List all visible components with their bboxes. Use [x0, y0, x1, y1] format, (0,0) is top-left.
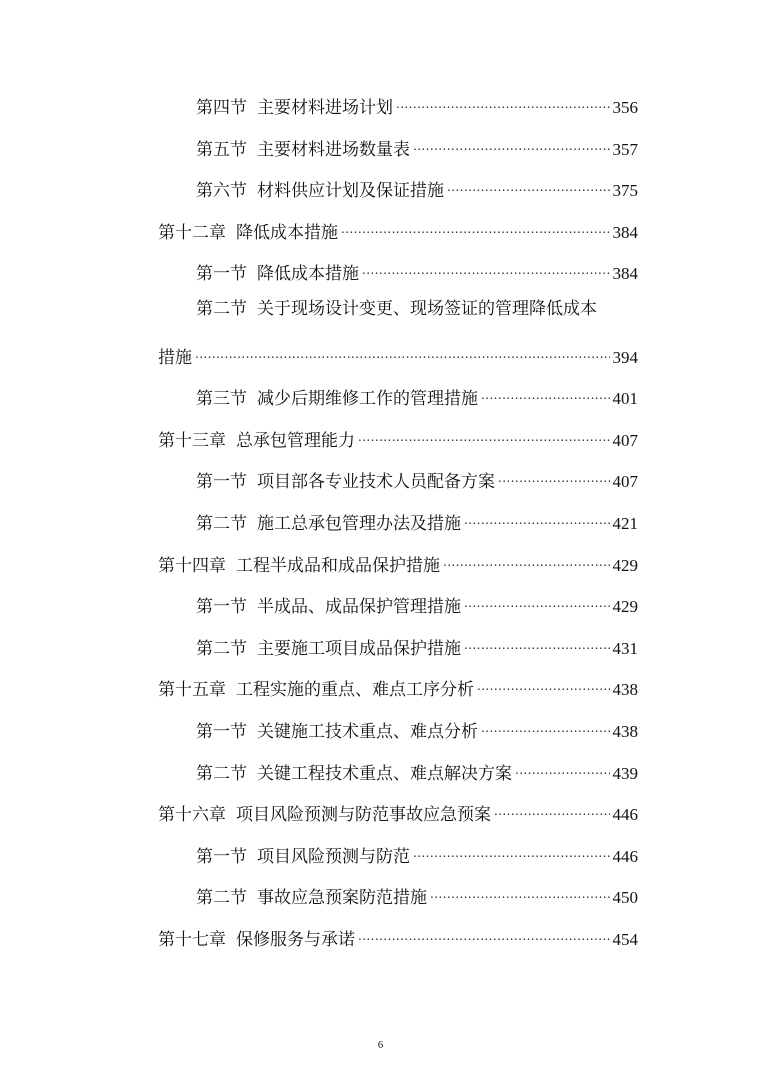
- toc-entry-page-number: 438: [612, 680, 638, 699]
- toc-entry-number: 第一节: [196, 264, 247, 284]
- toc-entry-page-number: 356: [612, 98, 638, 117]
- toc-entry-page-number: 407: [612, 431, 638, 450]
- toc-entry-number: 第二节: [196, 299, 247, 319]
- toc-chapter-entry[interactable]: [158, 214, 638, 243]
- toc-section-entry[interactable]: [196, 255, 638, 284]
- toc-entry-title: 事故应急预案防范措施: [257, 888, 427, 908]
- toc-entry-number: 第三节: [196, 389, 247, 409]
- toc-entry-title: 半成品、成品保护管理措施: [257, 597, 461, 617]
- toc-chapter-entry[interactable]: [158, 547, 638, 576]
- toc-dot-leader: [515, 755, 610, 779]
- toc-section-entry[interactable]: [196, 713, 638, 742]
- toc-entry-number: 第十七章: [158, 930, 226, 950]
- toc-entry-title: 主要施工项目成品保护措施: [257, 639, 461, 659]
- toc-section-entry[interactable]: [196, 630, 638, 659]
- toc-entry-page-number: 450: [612, 888, 638, 907]
- toc-entry-title: 措施: [158, 348, 192, 368]
- toc-dot-leader: [358, 921, 610, 945]
- toc-section-entry[interactable]: [196, 380, 638, 409]
- toc-section-entry[interactable]: [196, 131, 638, 160]
- toc-entry-title: 工程半成品和成品保护措施: [236, 556, 440, 576]
- toc-section-entry[interactable]: [158, 339, 638, 368]
- toc-dot-leader: [396, 89, 610, 113]
- toc-chapter-entry[interactable]: [158, 671, 638, 700]
- toc-entry-title: 主要材料进场计划: [257, 98, 393, 118]
- toc-dot-leader: [498, 463, 610, 487]
- toc-entry-number: 第二节: [196, 514, 247, 534]
- toc-entry-number: 第一节: [196, 722, 247, 742]
- toc-chapter-entry[interactable]: [158, 796, 638, 825]
- toc-section-entry[interactable]: [196, 463, 638, 492]
- toc-dot-leader: [413, 131, 610, 155]
- toc-entry-page-number: 429: [612, 556, 638, 575]
- toc-entry-page-number: 438: [612, 722, 638, 741]
- toc-entry-page-number: 421: [612, 514, 638, 533]
- toc-dot-leader: [464, 588, 610, 612]
- toc-entry-title: 降低成本措施: [257, 264, 359, 284]
- toc-entry-number: 第十六章: [158, 805, 226, 825]
- toc-entry-page-number: 357: [612, 140, 638, 159]
- toc-section-entry[interactable]: [196, 838, 638, 867]
- toc-section-entry[interactable]: [196, 755, 638, 784]
- toc-dot-leader: [494, 796, 610, 820]
- toc-dot-leader: [195, 339, 610, 363]
- toc-entry-page-number: 454: [612, 930, 638, 949]
- toc-dot-leader: [341, 214, 610, 238]
- toc-section-entry[interactable]: [196, 172, 638, 201]
- toc-entry-title: 保修服务与承诺: [236, 930, 355, 950]
- toc-entry-page-number: 384: [612, 223, 638, 242]
- toc-entry-title: 项目部各专业技术人员配备方案: [257, 472, 495, 492]
- toc-chapter-entry[interactable]: [158, 921, 638, 950]
- toc-entry-page-number: 394: [612, 348, 638, 367]
- toc-entry-title: 施工总承包管理办法及措施: [257, 514, 461, 534]
- toc-entry-page-number: 439: [612, 764, 638, 783]
- toc-dot-leader: [362, 255, 610, 279]
- toc-dot-leader: [481, 380, 610, 404]
- toc-entry-title: 关键施工技术重点、难点分析: [257, 722, 478, 742]
- toc-entry-page-number: 384: [612, 264, 638, 283]
- toc-entry-title: 材料供应计划及保证措施: [257, 181, 444, 201]
- toc-section-entry[interactable]: [196, 879, 638, 908]
- toc-entry-page-number: 375: [612, 181, 638, 200]
- toc-dot-leader: [464, 505, 610, 529]
- toc-entry-page-number: 429: [612, 597, 638, 616]
- toc-dot-leader: [447, 172, 610, 196]
- toc-entry-page-number: 407: [612, 472, 638, 491]
- toc-entry-number: 第二节: [196, 888, 247, 908]
- toc-entry-number: 第二节: [196, 639, 247, 659]
- toc-dot-leader: [413, 838, 610, 862]
- toc-dot-leader: [358, 422, 610, 446]
- toc-entry-number: 第十二章: [158, 223, 226, 243]
- toc-entry-number: 第十三章: [158, 431, 226, 451]
- toc-entry-title: 减少后期维修工作的管理措施: [257, 389, 478, 409]
- toc-entry-number: 第十五章: [158, 680, 226, 700]
- toc-entry-number: 第六节: [196, 181, 247, 201]
- toc-entry-page-number: 431: [612, 639, 638, 658]
- toc-entry-number: 第一节: [196, 597, 247, 617]
- toc-dot-leader: [481, 713, 610, 737]
- toc-entry-number: 第一节: [196, 847, 247, 867]
- toc-entry-number: 第四节: [196, 98, 247, 118]
- toc-entry-title: 降低成本措施: [236, 223, 338, 243]
- toc-entry-page-number: 446: [612, 847, 638, 866]
- toc-section-entry[interactable]: [196, 588, 638, 617]
- toc-entry-title: 工程实施的重点、难点工序分析: [236, 680, 474, 700]
- toc-dot-leader: [477, 671, 610, 695]
- toc-entry-title: 关于现场设计变更、现场签证的管理降低成本: [257, 299, 597, 319]
- toc-entry-title: 主要材料进场数量表: [257, 140, 410, 160]
- toc-chapter-entry[interactable]: [158, 422, 638, 451]
- page-number: 6: [377, 1039, 384, 1051]
- toc-entry-title: 总承包管理能力: [236, 431, 355, 451]
- toc-entry-number: 第二节: [196, 764, 247, 784]
- toc-entry-number: 第十四章: [158, 556, 226, 576]
- toc-dot-leader: [464, 630, 610, 654]
- toc-entry-title: 项目风险预测与防范: [257, 847, 410, 867]
- toc-section-entry[interactable]: [196, 297, 638, 321]
- toc-entry-number: 第一节: [196, 472, 247, 492]
- toc-section-entry[interactable]: [196, 89, 638, 118]
- toc-section-entry[interactable]: [196, 505, 638, 534]
- toc-entry-title: 项目风险预测与防范事故应急预案: [236, 805, 491, 825]
- toc-entry-title: 关键工程技术重点、难点解决方案: [257, 764, 512, 784]
- toc-dot-leader: [430, 879, 610, 903]
- toc-entry-page-number: 446: [612, 805, 638, 824]
- toc-entry-page-number: 401: [612, 389, 638, 408]
- toc-entry-number: 第五节: [196, 140, 247, 160]
- toc-dot-leader: [443, 547, 610, 571]
